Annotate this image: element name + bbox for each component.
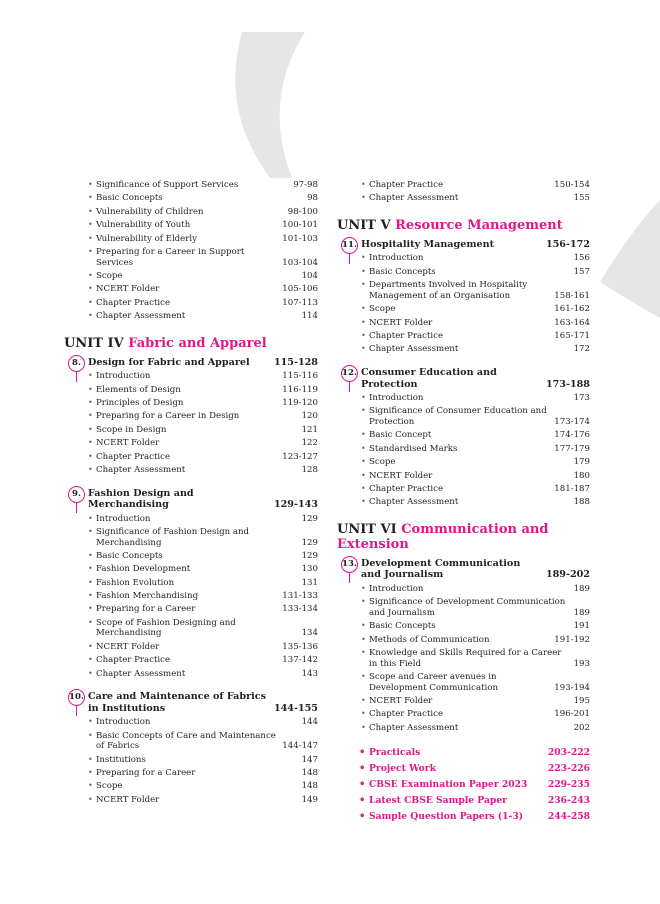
toc-entry[interactable] — [337, 471, 590, 482]
toc-entry[interactable] — [64, 385, 318, 396]
toc-entry[interactable] — [337, 648, 590, 669]
toc-entry-page: 155 — [573, 193, 590, 204]
toc-entry-label: • Basic Concepts — [64, 551, 163, 562]
toc-entry-page: 103-104 — [282, 257, 318, 268]
toc-entry[interactable] — [337, 193, 590, 204]
toc-entry-label: • Significance of Consumer Education and Protection — [337, 406, 548, 427]
toc-entry-label: • NCERT Folder — [64, 795, 159, 806]
toc-entry-label: • Chapter Practice — [64, 298, 170, 309]
toc-entry[interactable] — [64, 604, 318, 615]
toc-entry[interactable] — [64, 193, 318, 204]
unit-name: Resource Management — [395, 217, 563, 233]
toc-entry[interactable] — [64, 618, 318, 639]
toc-entry-label: • Basic Concepts — [337, 267, 436, 278]
toc-entry-label: • Scope — [337, 457, 395, 468]
toc-entry-label: • Introduction — [64, 717, 150, 728]
toc-entry-label: • Scope — [64, 271, 122, 282]
toc-entry-label: • Significance of Fashion Design and Merchandising — [64, 527, 296, 548]
toc-entry-page: 244-258 — [547, 811, 590, 823]
toc-entry[interactable] — [64, 247, 318, 268]
toc-entry-page: 128 — [301, 464, 318, 475]
toc-entry-page: 98 — [307, 193, 318, 204]
toc-entry-label: • Fashion Evolution — [64, 578, 174, 589]
toc-entry-page: 143 — [301, 668, 318, 679]
toc-entry-label: • Preparing for a Career in Design — [64, 411, 239, 422]
toc-entry[interactable] — [64, 717, 318, 728]
chapter-pages: 115-128 — [273, 356, 318, 368]
unit-prefix: UNIT IV — [64, 335, 124, 351]
unit-name: Fabric and Apparel — [128, 335, 267, 351]
toc-entry[interactable] — [337, 344, 590, 355]
toc-entry-label: • Preparing for a Career in Support Services — [64, 247, 276, 268]
toc-entry-label: • Preparing for a Career — [64, 604, 195, 615]
toc-entry[interactable] — [337, 696, 590, 707]
toc-entry[interactable] — [64, 591, 318, 602]
toc-entry-page: 130 — [301, 564, 318, 575]
toc-entry-page: 189 — [573, 607, 590, 618]
toc-entry[interactable] — [337, 180, 590, 191]
toc-entry-page: 191 — [573, 621, 590, 632]
toc-entry-label: • Vulnerability of Youth — [64, 220, 190, 231]
toc-entry-page: 134 — [301, 628, 318, 639]
chapter-pages: 144-155 — [273, 702, 318, 714]
toc-entry-page: 236-243 — [547, 795, 590, 807]
toc-entry[interactable] — [337, 597, 590, 618]
toc-entry[interactable] — [337, 672, 590, 693]
chapter-title: Consumer Education and Protection — [361, 367, 497, 390]
toc-entry-label: • Basic Concepts — [337, 621, 436, 632]
toc-entry[interactable] — [64, 514, 318, 525]
toc-entry[interactable] — [64, 220, 318, 231]
toc-entry-page: 107-113 — [282, 297, 318, 308]
chapter-number-badge: 9. — [68, 486, 85, 503]
toc-entry-page: 181-187 — [554, 483, 590, 494]
toc-entry-page: 131 — [301, 577, 318, 588]
toc-entry[interactable] — [337, 723, 590, 734]
toc-entry[interactable] — [337, 779, 590, 790]
toc-entry[interactable] — [64, 642, 318, 653]
toc-entry[interactable] — [337, 331, 590, 342]
toc-entry[interactable] — [64, 768, 318, 779]
toc-entry[interactable] — [64, 755, 318, 766]
toc-entry-label: • Sample Question Papers (1-3) — [337, 811, 523, 822]
chapter-pages: 129-143 — [273, 499, 318, 511]
toc-entry-label: • Introduction — [337, 253, 423, 264]
toc-entry-label: • Preparing for a Career — [64, 768, 195, 779]
toc-entry-label: • NCERT Folder — [64, 642, 159, 653]
toc-entry-label: • Principles of Design — [64, 398, 183, 409]
toc-entry[interactable] — [64, 795, 318, 806]
toc-entry-label: • Scope — [64, 781, 122, 792]
toc-entry-page: 129 — [301, 550, 318, 561]
toc-entry[interactable] — [337, 709, 590, 720]
toc-entry-label: • NCERT Folder — [337, 471, 432, 482]
toc-entry-label: • Scope and Career avenues in Development Communication — [337, 672, 548, 693]
toc-entry-page: 116-119 — [282, 384, 318, 395]
toc-entry-label: • Chapter Practice — [337, 709, 443, 720]
toc-entry-page: 144-147 — [282, 741, 318, 752]
toc-entry-label: • Chapter Practice — [337, 331, 443, 342]
chapter-11-items — [337, 253, 590, 355]
toc-entry[interactable] — [337, 444, 590, 455]
toc-entry[interactable] — [64, 311, 318, 322]
chapter-8-items — [64, 371, 318, 475]
toc-entry[interactable] — [337, 304, 590, 315]
toc-entry-page: 147 — [301, 754, 318, 765]
toc-entry-label: • Chapter Assessment — [64, 669, 185, 680]
toc-entry[interactable] — [64, 234, 318, 245]
toc-entry-label: • Fashion Development — [64, 564, 190, 575]
chapter-number-badge: 11. — [341, 237, 358, 254]
toc-entry-label: • Chapter Practice — [337, 484, 443, 495]
toc-entry-page: 137-142 — [282, 655, 318, 666]
toc-entry[interactable] — [64, 731, 318, 752]
toc-entry[interactable] — [64, 207, 318, 218]
toc-entry[interactable] — [64, 271, 318, 282]
chapter-number-badge: 13. — [341, 556, 358, 573]
toc-entry-label: • Scope of Fashion Designing and Merchandising — [64, 618, 296, 639]
toc-entry-label: • NCERT Folder — [64, 438, 159, 449]
toc-entry-label: • Chapter Practice — [337, 180, 443, 191]
toc-entry-label: • Chapter Assessment — [337, 497, 458, 508]
toc-entry-page: 193-194 — [554, 682, 590, 693]
toc-entry[interactable] — [64, 551, 318, 562]
toc-entry[interactable] — [64, 438, 318, 449]
toc-entry-label: • Methods of Communication — [337, 635, 490, 646]
toc-entry-page: 191-192 — [554, 634, 590, 645]
toc-entry-label: • Introduction — [337, 584, 423, 595]
toc-entry-page: 203-222 — [547, 747, 590, 759]
chapter-number-badge: 8. — [68, 355, 85, 372]
toc-entry-label: • Fashion Merchandising — [64, 591, 198, 602]
toc-entry-page: 101-103 — [282, 233, 318, 244]
toc-entry-page: 189 — [573, 583, 590, 594]
toc-entry[interactable] — [337, 795, 590, 806]
toc-entry[interactable] — [337, 747, 590, 758]
toc-entry-page: 188 — [573, 497, 590, 508]
toc-entry-label: • NCERT Folder — [337, 318, 432, 329]
toc-entry-page: 157 — [573, 266, 590, 277]
chapter-title: Hospitality Management — [361, 238, 495, 250]
toc-entry-page: 115-116 — [282, 371, 318, 382]
extras-list — [337, 747, 590, 822]
toc-entry-page: 144 — [301, 717, 318, 728]
toc-entry[interactable] — [64, 655, 318, 666]
toc-entry-page: 122 — [301, 438, 318, 449]
toc-entry-page: 161-162 — [554, 304, 590, 315]
toc-entry-page: 163-164 — [554, 317, 590, 328]
toc-right-column — [337, 180, 590, 827]
toc-entry-label: • Institutions — [64, 755, 146, 766]
toc-entry-page: 156 — [573, 253, 590, 264]
unit-heading-v — [337, 218, 590, 233]
toc-entry-label: • Chapter Assessment — [337, 193, 458, 204]
chapter-9-items — [64, 514, 318, 680]
toc-entry[interactable] — [64, 425, 318, 436]
chapter-title: Fashion Design and Merchandising — [88, 487, 194, 511]
toc-entry-page: 129 — [301, 537, 318, 548]
toc-entry-page: 174-176 — [554, 430, 590, 441]
toc-entry-page: 148 — [301, 781, 318, 792]
toc-entry-page: 98-100 — [287, 206, 318, 217]
toc-entry-label: • Standardised Marks — [337, 444, 457, 455]
chapter-10-heading[interactable] — [64, 691, 318, 714]
toc-entry-label: • Chapter Practice — [64, 655, 170, 666]
toc-entry-label: • Elements of Design — [64, 385, 181, 396]
toc-entry[interactable] — [337, 811, 590, 822]
toc-entry-page: 135-136 — [282, 641, 318, 652]
chapter-13-items — [337, 584, 590, 734]
toc-entry-label: • Vulnerability of Elderly — [64, 234, 197, 245]
toc-entry-label: • Basic Concepts of Care and Maintenance of Fabrics — [64, 731, 276, 752]
toc-entry-page: 179 — [573, 457, 590, 468]
chapter-12-heading[interactable] — [337, 367, 590, 390]
toc-entry[interactable] — [337, 253, 590, 264]
toc-entry-page: 172 — [573, 344, 590, 355]
toc-entry[interactable] — [337, 406, 590, 427]
toc-entry[interactable] — [64, 527, 318, 548]
toc-entry-page: 196-201 — [554, 709, 590, 720]
chapter-title: Design for Fabric and Apparel — [88, 356, 250, 368]
toc-entry[interactable] — [337, 497, 590, 508]
toc-entry-label: • Introduction — [337, 393, 423, 404]
toc-left-column — [64, 180, 318, 808]
toc-entry-label: • Introduction — [64, 371, 150, 382]
unit-name: Communication and Extension — [337, 521, 549, 552]
toc-entry[interactable] — [64, 298, 318, 309]
toc-entry[interactable] — [64, 398, 318, 409]
toc-entry-page: 133-134 — [282, 604, 318, 615]
chapter-title: Care and Maintenance of Fabrics in Institutions — [88, 691, 267, 714]
chapter-pages: 156-172 — [545, 238, 590, 250]
toc-entry[interactable] — [64, 452, 318, 463]
toc-entry[interactable] — [337, 318, 590, 329]
toc-entry-page: 104 — [301, 270, 318, 281]
toc-entry-page: 193 — [573, 658, 590, 669]
toc-entry-label: • Scope in Design — [64, 425, 166, 436]
toc-entry-label: • Significance of Development Communication and Journalism — [337, 597, 568, 618]
toc-entry-page: 195 — [573, 696, 590, 707]
toc-entry-page: 129 — [301, 513, 318, 524]
toc-entry-label: • Basic Concept — [337, 430, 431, 441]
toc-entry-page: 202 — [573, 722, 590, 733]
toc-entry[interactable] — [337, 393, 590, 404]
top-items-list — [337, 180, 590, 204]
toc-entry-label: • Knowledge and Skills Required for a Career in this Field — [337, 648, 568, 669]
toc-entry-label: • Introduction — [64, 514, 150, 525]
toc-entry-page: 97-98 — [293, 180, 318, 190]
toc-entry-label: • Chapter Assessment — [64, 465, 185, 476]
toc-entry-label: • Project Work — [337, 763, 436, 774]
toc-entry[interactable] — [64, 578, 318, 589]
toc-entry-label: • Scope — [337, 304, 395, 315]
toc-entry[interactable] — [64, 180, 318, 191]
toc-entry[interactable] — [337, 484, 590, 495]
chapter-pages: 189-202 — [545, 569, 590, 581]
toc-entry-page: 123-127 — [282, 451, 318, 462]
chapter-title: Development Communication and Journalism — [361, 557, 521, 581]
toc-entry-page: 180 — [573, 470, 590, 481]
toc-entry-label: • Vulnerability of Children — [64, 207, 204, 218]
chapter-9-heading[interactable] — [64, 488, 318, 511]
unit-heading-vi — [337, 522, 590, 552]
toc-entry[interactable] — [64, 411, 318, 422]
toc-entry-label: • NCERT Folder — [64, 284, 159, 295]
toc-entry[interactable] — [337, 280, 590, 301]
chapter-number-badge: 12. — [341, 365, 358, 382]
toc-entry-label: • Chapter Practice — [64, 452, 170, 463]
chapter-12-items — [337, 393, 590, 508]
toc-entry-page: 149 — [301, 794, 318, 805]
toc-entry-page: 120 — [301, 411, 318, 422]
toc-entry-page: 177-179 — [554, 443, 590, 454]
toc-entry-page: 173-174 — [554, 417, 590, 427]
toc-entry-page: 119-120 — [282, 397, 318, 408]
chapter-11-heading[interactable] — [337, 239, 590, 251]
toc-entry[interactable] — [337, 763, 590, 774]
toc-entry[interactable] — [64, 669, 318, 680]
unit-heading-iv — [64, 336, 318, 351]
toc-entry[interactable] — [337, 635, 590, 646]
toc-entry-page: 150-154 — [554, 180, 590, 190]
toc-entry-label: • CBSE Examination Paper 2023 — [337, 779, 527, 790]
toc-entry-page: 131-133 — [282, 591, 318, 602]
chapter-number-badge: 10. — [68, 689, 85, 706]
toc-entry-page: 100-101 — [282, 220, 318, 231]
toc-entry[interactable] — [337, 457, 590, 468]
chapter-10-items — [64, 717, 318, 805]
toc-entry[interactable] — [64, 781, 318, 792]
toc-entry-page: 165-171 — [554, 331, 590, 342]
chapter-pages: 173-188 — [545, 378, 590, 390]
toc-entry-label: • Latest CBSE Sample Paper — [337, 795, 507, 806]
chapter-8-heading[interactable] — [64, 357, 318, 369]
toc-entry-page: 148 — [301, 767, 318, 778]
toc-entry-label: • Practicals — [337, 747, 420, 758]
toc-entry-label: • Chapter Assessment — [337, 723, 458, 734]
toc-entry-page: 229-235 — [547, 779, 590, 791]
toc-entry-label: • Departments Involved in Hospitality Management of an Organisation — [337, 280, 548, 301]
toc-entry[interactable] — [64, 371, 318, 382]
toc-entry[interactable] — [337, 584, 590, 595]
unit-prefix: UNIT V — [337, 217, 391, 233]
toc-entry[interactable] — [337, 267, 590, 278]
toc-entry-label: • Basic Concepts — [64, 193, 163, 204]
unit-prefix: UNIT VI — [337, 521, 397, 537]
toc-entry[interactable] — [337, 621, 590, 632]
toc-entry-page: 158-161 — [554, 290, 590, 301]
toc-entry-label: • NCERT Folder — [337, 696, 432, 707]
toc-entry-page: 105-106 — [282, 284, 318, 295]
toc-entry-label: • Chapter Assessment — [337, 344, 458, 355]
toc-entry[interactable] — [64, 564, 318, 575]
top-items-list — [64, 180, 318, 322]
toc-entry-page: 173 — [573, 393, 590, 404]
toc-entry[interactable] — [64, 284, 318, 295]
toc-entry-label: • Significance of Support Services — [64, 180, 238, 191]
toc-entry-page: 114 — [301, 311, 318, 322]
toc-entry-label: • Chapter Assessment — [64, 311, 185, 322]
toc-entry-page: 223-226 — [547, 763, 590, 775]
toc-entry-page: 121 — [301, 424, 318, 435]
toc-entry[interactable] — [64, 465, 318, 476]
toc-entry[interactable] — [337, 430, 590, 441]
chapter-13-heading[interactable] — [337, 558, 590, 581]
